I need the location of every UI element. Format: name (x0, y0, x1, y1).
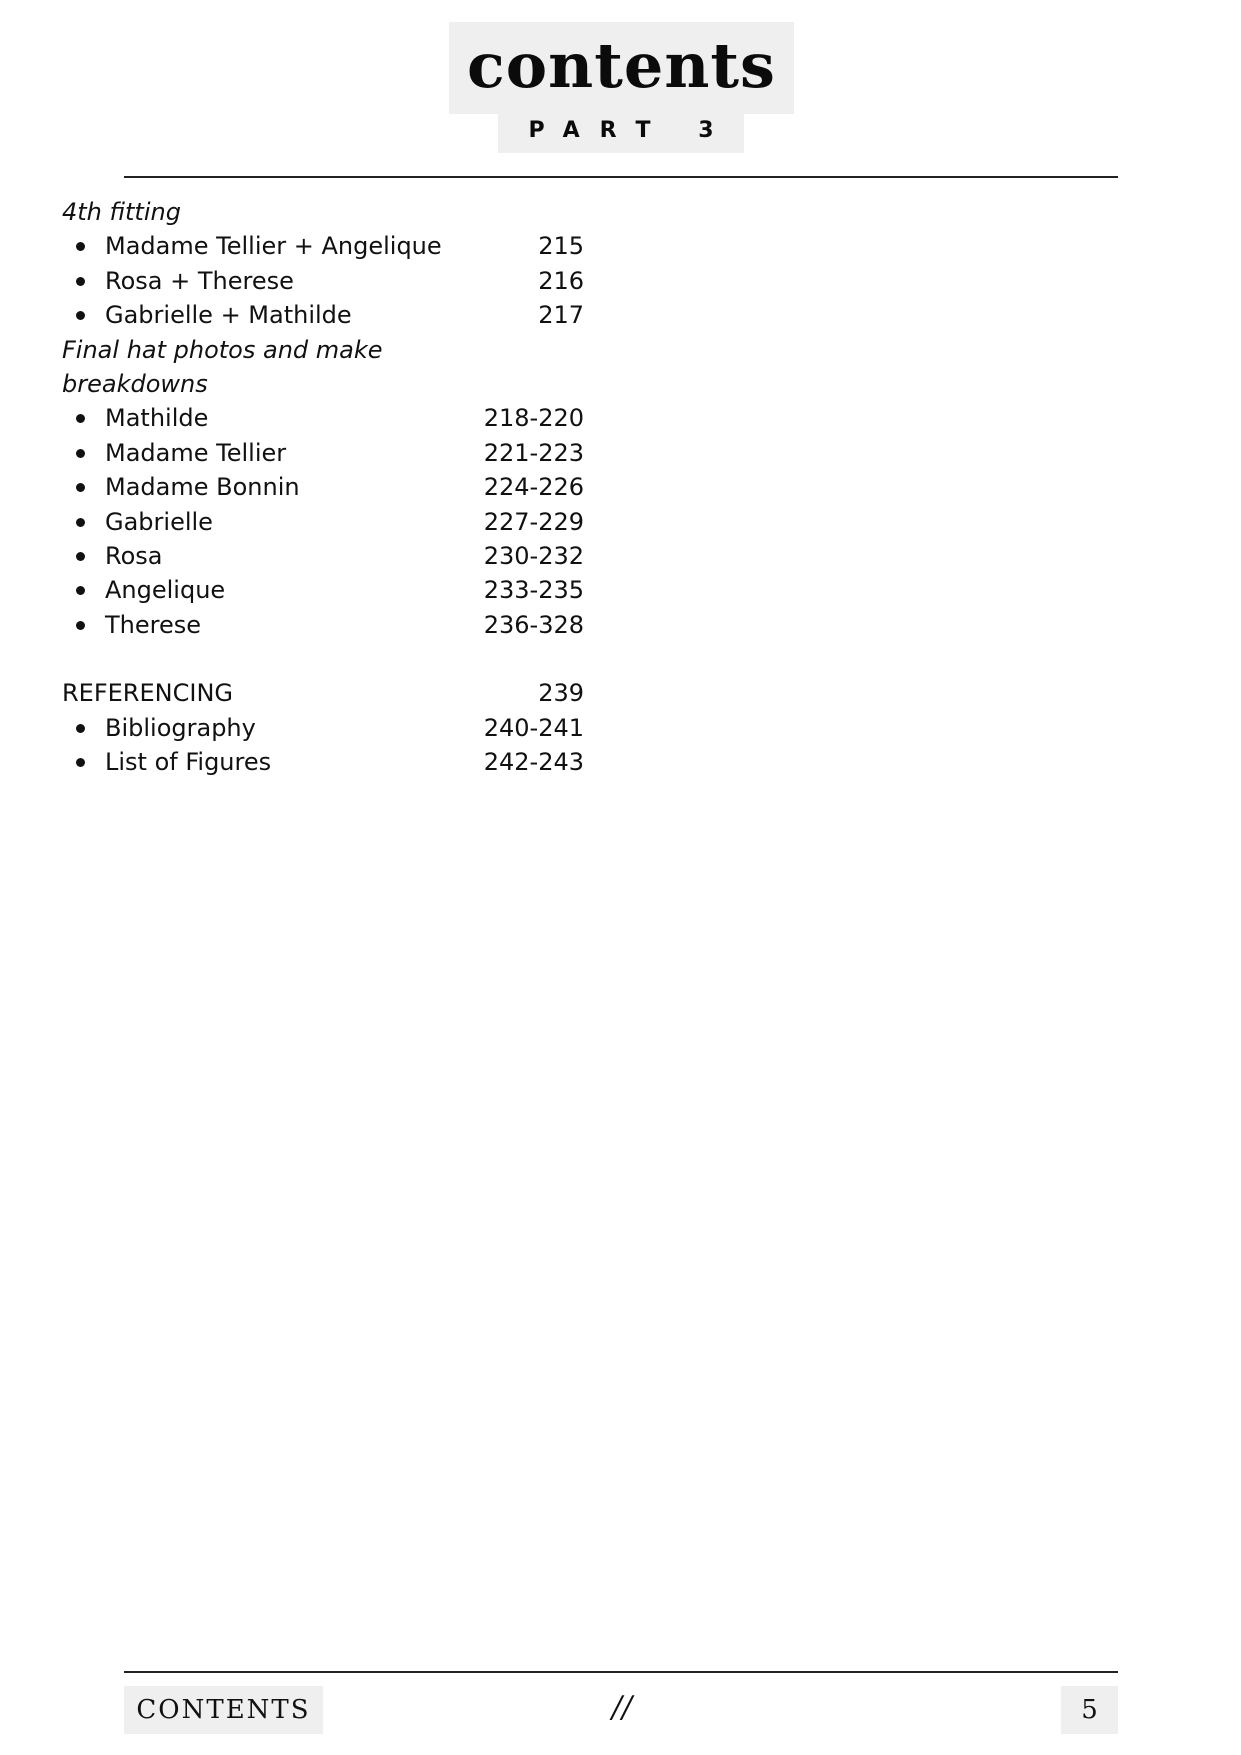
toc-entry-page: 236-328 (483, 610, 584, 639)
top-divider (124, 176, 1118, 178)
toc-entry (62, 264, 584, 298)
section-heading-final-hat-line2: breakdowns (62, 369, 208, 398)
bullet-icon (76, 518, 85, 527)
toc-entry (62, 608, 584, 642)
bullet-icon (76, 242, 85, 251)
toc-entry (62, 436, 584, 470)
bullet-icon (76, 414, 85, 423)
toc-entry-page: 215 (538, 232, 584, 261)
bullet-icon (76, 311, 85, 320)
toc-entry-label: Rosa (105, 541, 163, 570)
toc-entry-page: 242-243 (483, 748, 584, 777)
toc-section-heading (62, 333, 584, 367)
section-spacer (62, 642, 584, 676)
toc-entry-label: Mathilde (105, 404, 209, 433)
footer-separator: // (611, 1690, 633, 1725)
bullet-icon (76, 552, 85, 561)
toc-entry (62, 298, 584, 332)
toc-entry-page: 227-229 (483, 507, 584, 536)
part-subtitle: PART 3 (528, 118, 734, 143)
title-box (449, 22, 794, 114)
toc-entry-page: 230-232 (483, 541, 584, 570)
toc-entry-page: 217 (538, 301, 584, 330)
toc-entry-label: Madame Tellier (105, 438, 287, 467)
toc-entry-label: Gabrielle (105, 507, 213, 536)
section-heading-fitting: 4th fitting (62, 198, 181, 226)
toc-entry-label: Bibliography (105, 713, 256, 742)
toc-entry (62, 470, 584, 504)
toc-entry-label: Gabrielle + Mathilde (105, 301, 352, 330)
page-title: contents (467, 29, 776, 102)
footer-label: CONTENTS (136, 1695, 311, 1725)
toc-entry-label: Rosa + Therese (105, 266, 294, 295)
toc-entry-label: Angelique (105, 576, 226, 605)
bullet-icon (76, 621, 85, 630)
table-of-contents (62, 195, 584, 780)
toc-entry-label: Therese (105, 610, 202, 639)
bottom-divider (124, 1671, 1118, 1673)
bullet-icon (76, 586, 85, 595)
bullet-icon (76, 758, 85, 767)
toc-entry (62, 745, 584, 779)
subtitle-box (498, 108, 744, 153)
toc-entry-label: Madame Tellier + Angelique (105, 232, 442, 261)
toc-entry (62, 505, 584, 539)
toc-entry (62, 229, 584, 263)
toc-entry (62, 401, 584, 435)
toc-section-page: 239 (538, 679, 584, 708)
toc-entry-label: Madame Bonnin (105, 473, 300, 502)
section-heading-referencing: REFERENCING (62, 679, 233, 708)
bullet-icon (76, 483, 85, 492)
bullet-icon (76, 724, 85, 733)
toc-entry (62, 573, 584, 607)
bullet-icon (76, 277, 85, 286)
toc-section-heading (62, 367, 584, 401)
toc-entry (62, 539, 584, 573)
toc-entry-page: 216 (538, 266, 584, 295)
toc-section-heading (62, 676, 584, 710)
footer-label-box (124, 1686, 323, 1734)
toc-entry-page: 233-235 (483, 576, 584, 605)
toc-entry-page: 240-241 (483, 713, 584, 742)
toc-entry-label: List of Figures (105, 748, 272, 777)
bullet-icon (76, 449, 85, 458)
toc-entry-page: 221-223 (483, 438, 584, 467)
toc-section-heading (62, 195, 584, 229)
toc-entry (62, 711, 584, 745)
toc-entry-page: 224-226 (483, 473, 584, 502)
section-heading-final-hat-line1: Final hat photos and make (62, 335, 383, 364)
toc-entry-page: 218-220 (483, 404, 584, 433)
footer-page-number: 5 (1061, 1686, 1118, 1734)
